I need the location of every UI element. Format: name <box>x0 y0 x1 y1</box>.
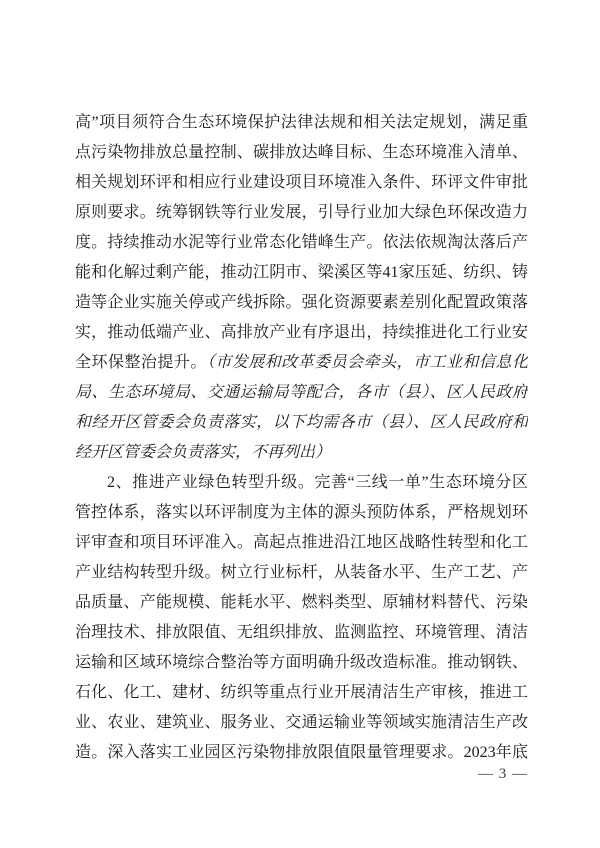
text-segment-fangsong: 相关规划环评和相应行业建设项目环境准入条件、环评文件审批 <box>75 174 528 191</box>
text-line <box>75 498 528 528</box>
text-line <box>75 708 528 738</box>
text-segment-fangsong: 度。持续推动水泥等行业常态化错峰生产。依法依规淘汰落后产 <box>75 234 528 251</box>
text-line <box>75 588 528 618</box>
text-segment-fangsong: 造。深入落实工业园区污染物排放限值限量管理要求。2023年底 <box>75 744 528 761</box>
text-segment-fangsong: 运输和区域环境综合整治等方面明确升级改造标准。推动钢铁、 <box>75 654 528 671</box>
text-segment-fangsong: 2、推进产业绿色转型升级。完善“三线一单”生态环境分区 <box>107 474 528 491</box>
text-segment-fangsong: 业、农业、建筑业、服务业、交通运输业等领域实施清洁生产改 <box>75 714 528 731</box>
text-segment-kaiti: 和经开区管委会负责落实，以下均需各市（县）、区人民政府和 <box>75 414 528 431</box>
text-segment-fangsong: 品质量、产能规模、能耗水平、燃料类型、原辅材料替代、污染 <box>75 594 528 611</box>
text-segment-fangsong: 造等企业实施关停或产线拆除。强化资源要素差别化配置政策落 <box>75 294 528 311</box>
text-line <box>75 288 528 318</box>
text-line <box>75 678 528 708</box>
text-segment-fangsong: 产业结构转型升级。树立行业标杆，从装备水平、生产工艺、产 <box>75 564 528 581</box>
text-line <box>75 468 528 498</box>
text-segment-kaiti: （市发展和改革委员会牵头，市工业和信息化 <box>206 354 528 371</box>
text-segment-fangsong: 评审查和项目环评准入。高起点推进沿江地区战略性转型和化工 <box>75 534 528 551</box>
text-segment-fangsong: 能和化解过剩产能，推动江阴市、梁溪区等41家压延、纺织、铸 <box>75 264 528 281</box>
text-line <box>75 168 528 198</box>
text-segment-fangsong: 原则要求。统筹钢铁等行业发展，引导行业加大绿色环保改造力 <box>75 204 528 221</box>
text-segment-kaiti: 经开区管委会负责落实，不再列出） <box>75 444 332 461</box>
text-line <box>75 558 528 588</box>
text-segment-fangsong: 石化、化工、建材、纺织等重点行业开展清洁生产审核，推进工 <box>75 684 528 701</box>
text-segment-fangsong: 治理技术、排放限值、无组织排放、监测监控、环境管理、清洁 <box>75 624 528 641</box>
text-line <box>75 318 528 348</box>
text-line <box>75 438 528 468</box>
text-segment-kaiti: 局、生态环境局、交通运输局等配合，各市（县）、区人民政府 <box>75 384 528 401</box>
document-body <box>75 108 528 768</box>
text-line <box>75 408 528 438</box>
text-line <box>75 528 528 558</box>
text-line <box>75 648 528 678</box>
text-segment-fangsong: 点污染物排放总量控制、碳排放达峰目标、生态环境准入清单、 <box>75 144 528 161</box>
text-line <box>75 108 528 138</box>
text-segment-fangsong: 全环保整治提升。 <box>75 354 207 371</box>
text-line <box>75 138 528 168</box>
text-line <box>75 348 528 378</box>
text-segment-fangsong: 高”项目须符合生态环境保护法律法规和相关法定规划，满足重 <box>75 114 528 131</box>
text-line <box>75 378 528 408</box>
text-line <box>75 198 528 228</box>
text-segment-fangsong: 管控体系，落实以环评制度为主体的源头预防体系，严格规划环 <box>75 504 528 521</box>
page-number: — 3 — <box>478 766 528 782</box>
text-line <box>75 618 528 648</box>
text-line <box>75 738 528 768</box>
text-line <box>75 258 528 288</box>
text-segment-fangsong: 实，推动低端产业、高排放产业有序退出，持续推进化工行业安 <box>75 324 528 341</box>
text-line <box>75 228 528 258</box>
